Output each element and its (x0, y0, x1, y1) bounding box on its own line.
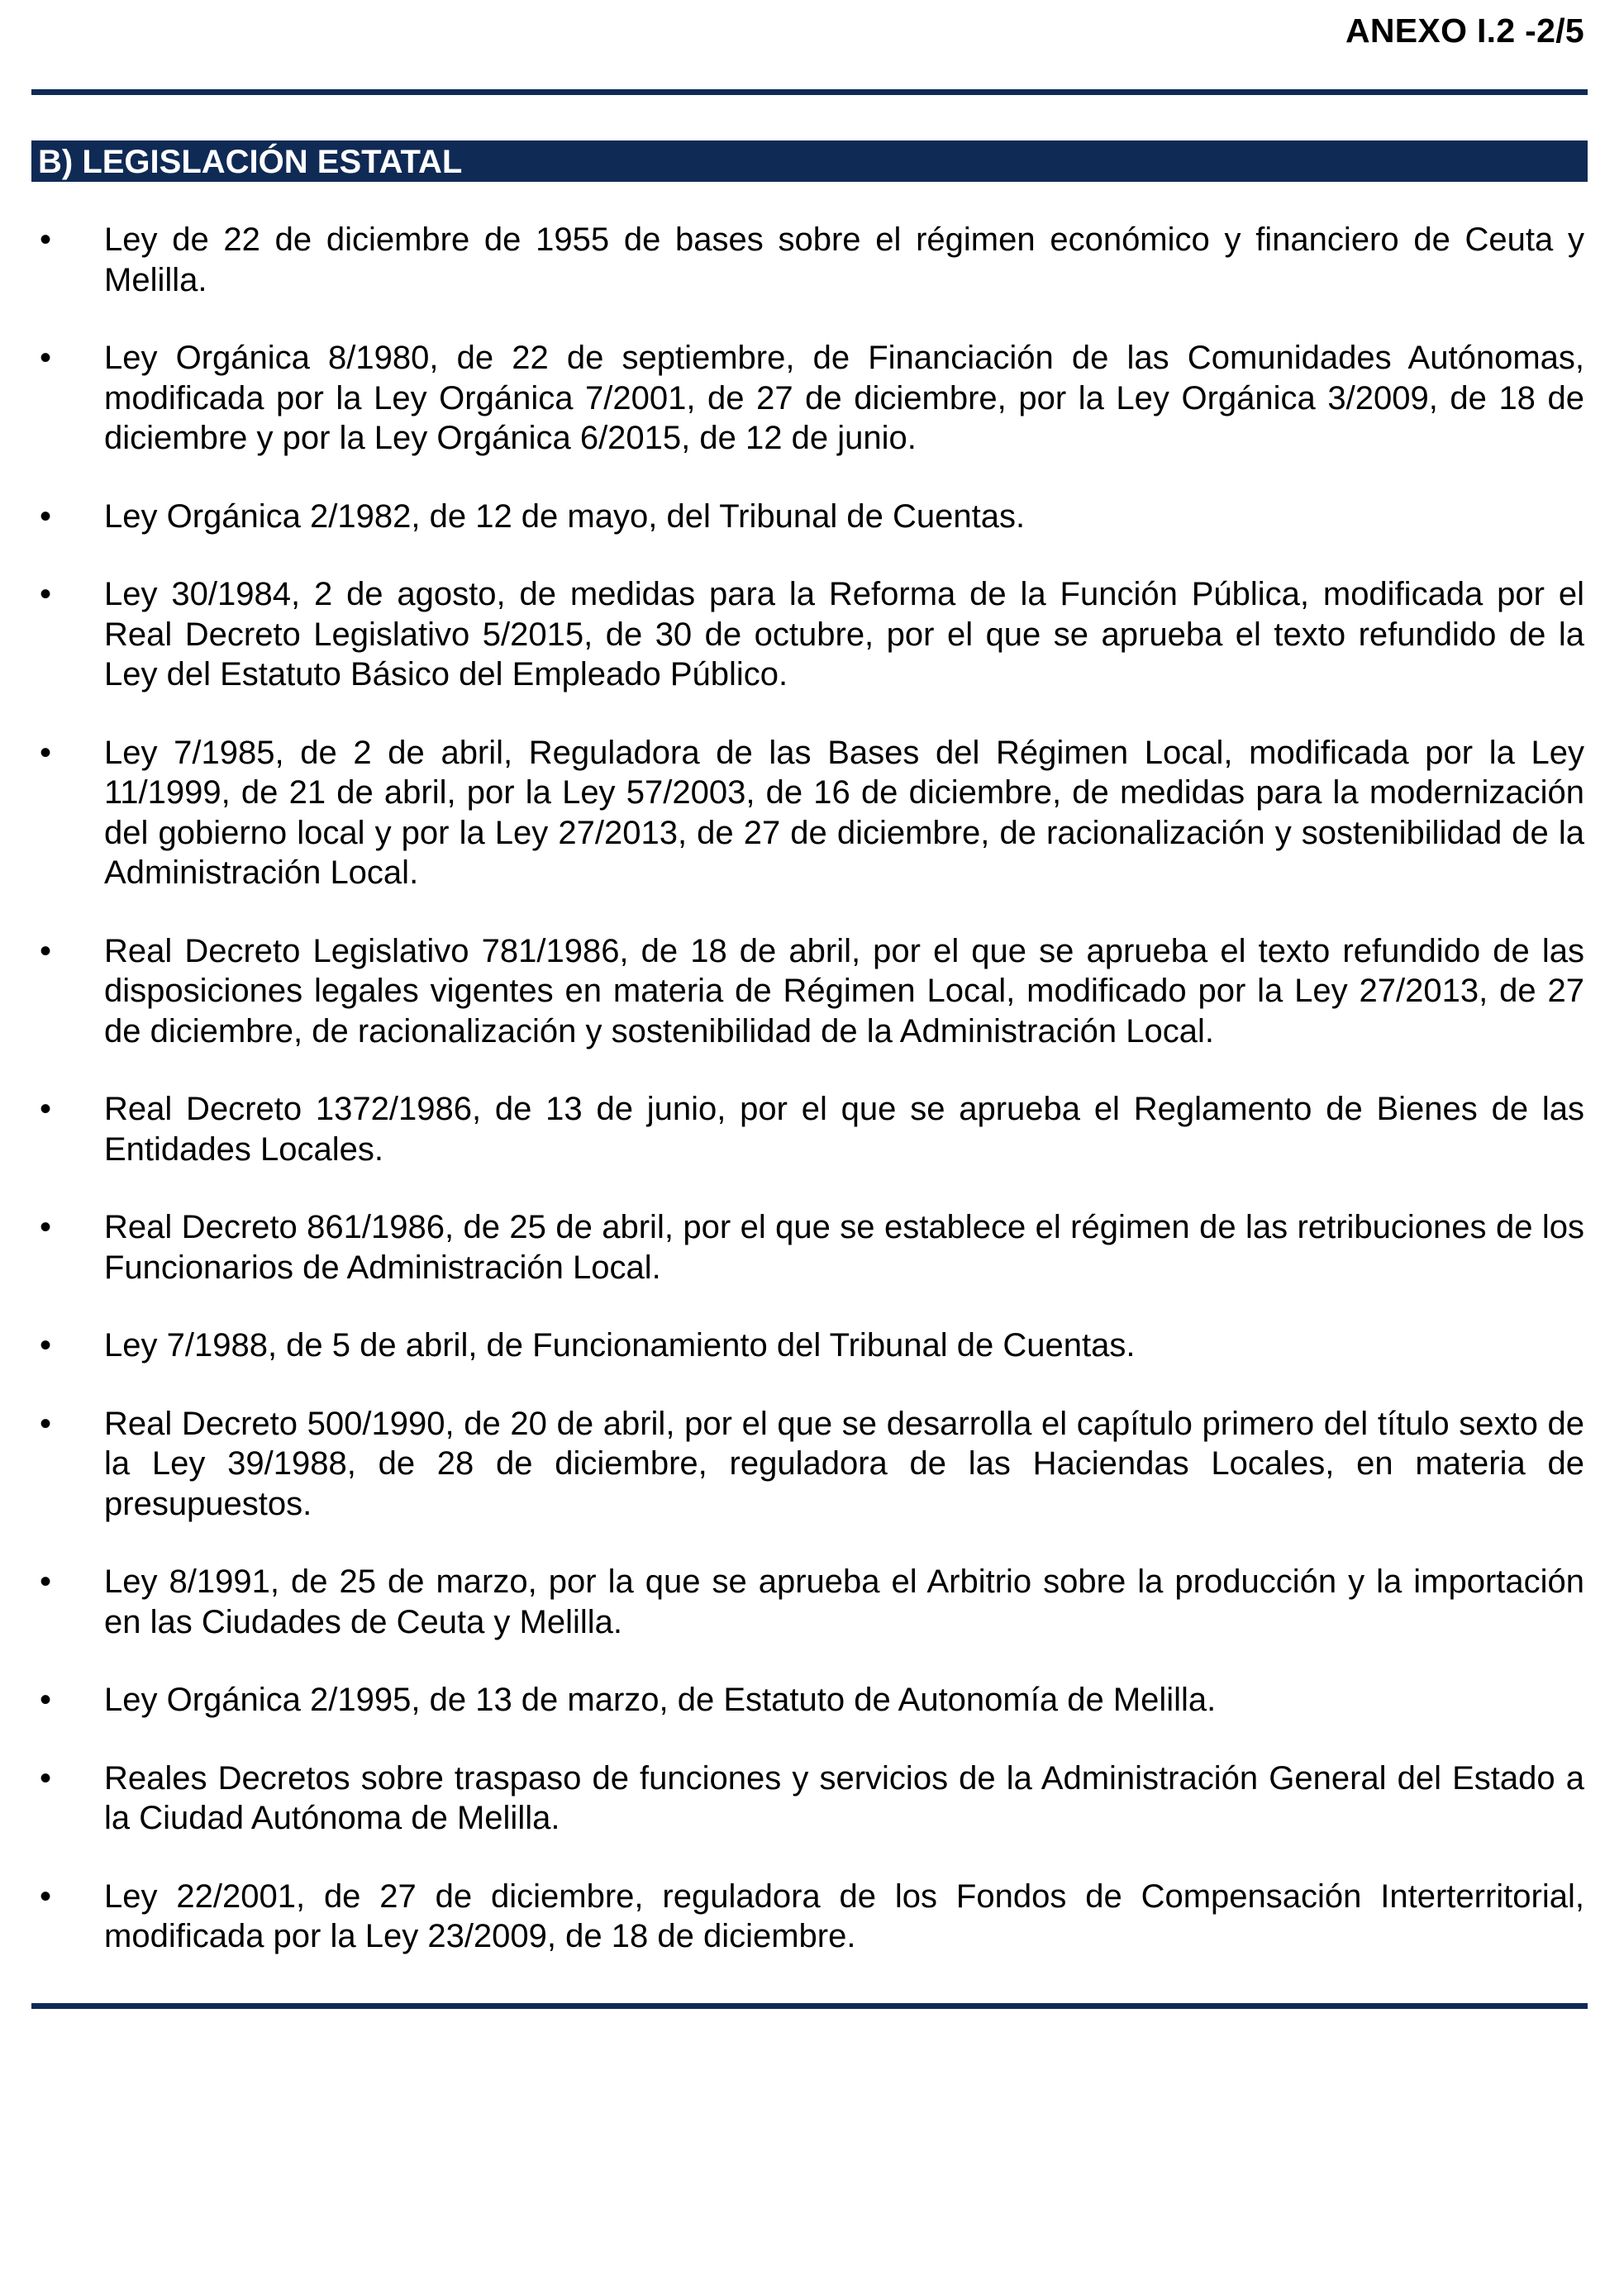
bottom-divider (31, 2003, 1588, 2009)
bullet-icon: • (40, 932, 52, 969)
list-item (31, 1404, 1584, 1525)
annex-page-label: ANEXO I.2 -2/5 (1345, 12, 1584, 50)
bullet-icon: • (40, 1405, 52, 1442)
list-item-text: Ley Orgánica 2/1995, de 13 de marzo, de Estatuto de Autonomía de Melilla. (104, 1682, 1217, 1718)
list-item-text: Real Decreto 500/1990, de 20 de abril, por el que se desarrolla el capítulo primero del título sexto de la Ley 39/1988, de 28 de diciembre, reguladora de las Haciendas Locales, en materia de presupuestos. (104, 1405, 1584, 1522)
bullet-icon: • (40, 1878, 52, 1915)
list-item (31, 1680, 1584, 1720)
bullet-icon: • (40, 1327, 52, 1364)
list-item (31, 1325, 1584, 1366)
list-item-text: Ley 7/1985, de 2 de abril, Reguladora de las Bases del Régimen Local, modificada por la Ley 11/1999, de 21 de abril, por la Ley 57/2003, de 16 de diciembre, de medidas para la modernización del gobierno local y por la Ley 27/2013, de 27 de diciembre, de racionalización y sostenibilidad de la Administración Local. (104, 734, 1584, 891)
list-item-text: Ley 22/2001, de 27 de diciembre, reguladora de los Fondos de Compensación Interterritorial, modificada por la Ley 23/2009, de 18 de diciembre. (104, 1878, 1584, 1954)
list-item (31, 1759, 1584, 1839)
bullet-icon: • (40, 734, 52, 771)
list-item-text: Reales Decretos sobre traspaso de funciones y servicios de la Administración General del Estado a la Ciudad Autónoma de Melilla. (104, 1759, 1584, 1836)
list-item-text: Real Decreto 1372/1986, de 13 de junio, por el que se aprueba el Reglamento de Bienes de las Entidades Locales. (104, 1091, 1584, 1168)
list-item (31, 220, 1584, 300)
list-item-text: Ley 7/1988, de 5 de abril, de Funcionamiento del Tribunal de Cuentas. (104, 1327, 1136, 1364)
bullet-icon: • (40, 1563, 52, 1600)
list-item (31, 733, 1584, 893)
top-divider (31, 89, 1588, 95)
bullet-icon: • (40, 1759, 52, 1797)
legislation-list (31, 220, 1584, 1995)
bullet-icon: • (40, 1682, 52, 1718)
bullet-icon: • (40, 1091, 52, 1127)
list-item (31, 1562, 1584, 1642)
section-header: B) LEGISLACIÓN ESTATAL (31, 140, 1588, 182)
list-item (31, 1207, 1584, 1287)
list-item (31, 1089, 1584, 1169)
list-item-text: Ley Orgánica 8/1980, de 22 de septiembre, de Financiación de las Comunidades Autónomas, modificada por la Ley Orgánica 7/2001, de 27 de diciembre, por la Ley Orgánica 3/2009, de 18 de diciembre y por la Ley Orgánica 6/2015, de 12 de junio. (104, 340, 1584, 456)
list-item-text: Real Decreto 861/1986, de 25 de abril, por el que se establece el régimen de las retribuciones de los Funcionarios de Administración Local. (104, 1209, 1584, 1286)
bullet-icon: • (40, 221, 52, 258)
bullet-icon: • (40, 1209, 52, 1245)
bullet-icon: • (40, 576, 52, 612)
list-item-text: Ley 8/1991, de 25 de marzo, por la que se aprueba el Arbitrio sobre la producción y la importación en las Ciudades de Ceuta y Melilla. (104, 1563, 1584, 1640)
list-item (31, 931, 1584, 1052)
list-item-text: Ley 30/1984, 2 de agosto, de medidas para la Reforma de la Función Pública, modificada por el Real Decreto Legislativo 5/2015, de 30 de octubre, por el que se aprueba el texto refundido de la Ley del Estatuto Básico del Empleado Público. (104, 576, 1584, 692)
list-item (31, 1877, 1584, 1957)
bullet-icon: • (40, 497, 52, 535)
list-item-text: Real Decreto Legislativo 781/1986, de 18 de abril, por el que se aprueba el texto refundido de las disposiciones legales vigentes en materia de Régimen Local, modificado por la Ley 27/2013, de 27 de diciembre, de racionalización y sostenibilidad de la Administración Local. (104, 932, 1584, 1049)
list-item (31, 574, 1584, 695)
list-item-text: Ley Orgánica 2/1982, de 12 de mayo, del Tribunal de Cuentas. (104, 497, 1026, 535)
list-item (31, 497, 1584, 537)
list-item-text: Ley de 22 de diciembre de 1955 de bases sobre el régimen económico y financiero de Ceuta y Melilla. (104, 221, 1584, 298)
bullet-icon: • (40, 340, 52, 376)
list-item (31, 338, 1584, 459)
